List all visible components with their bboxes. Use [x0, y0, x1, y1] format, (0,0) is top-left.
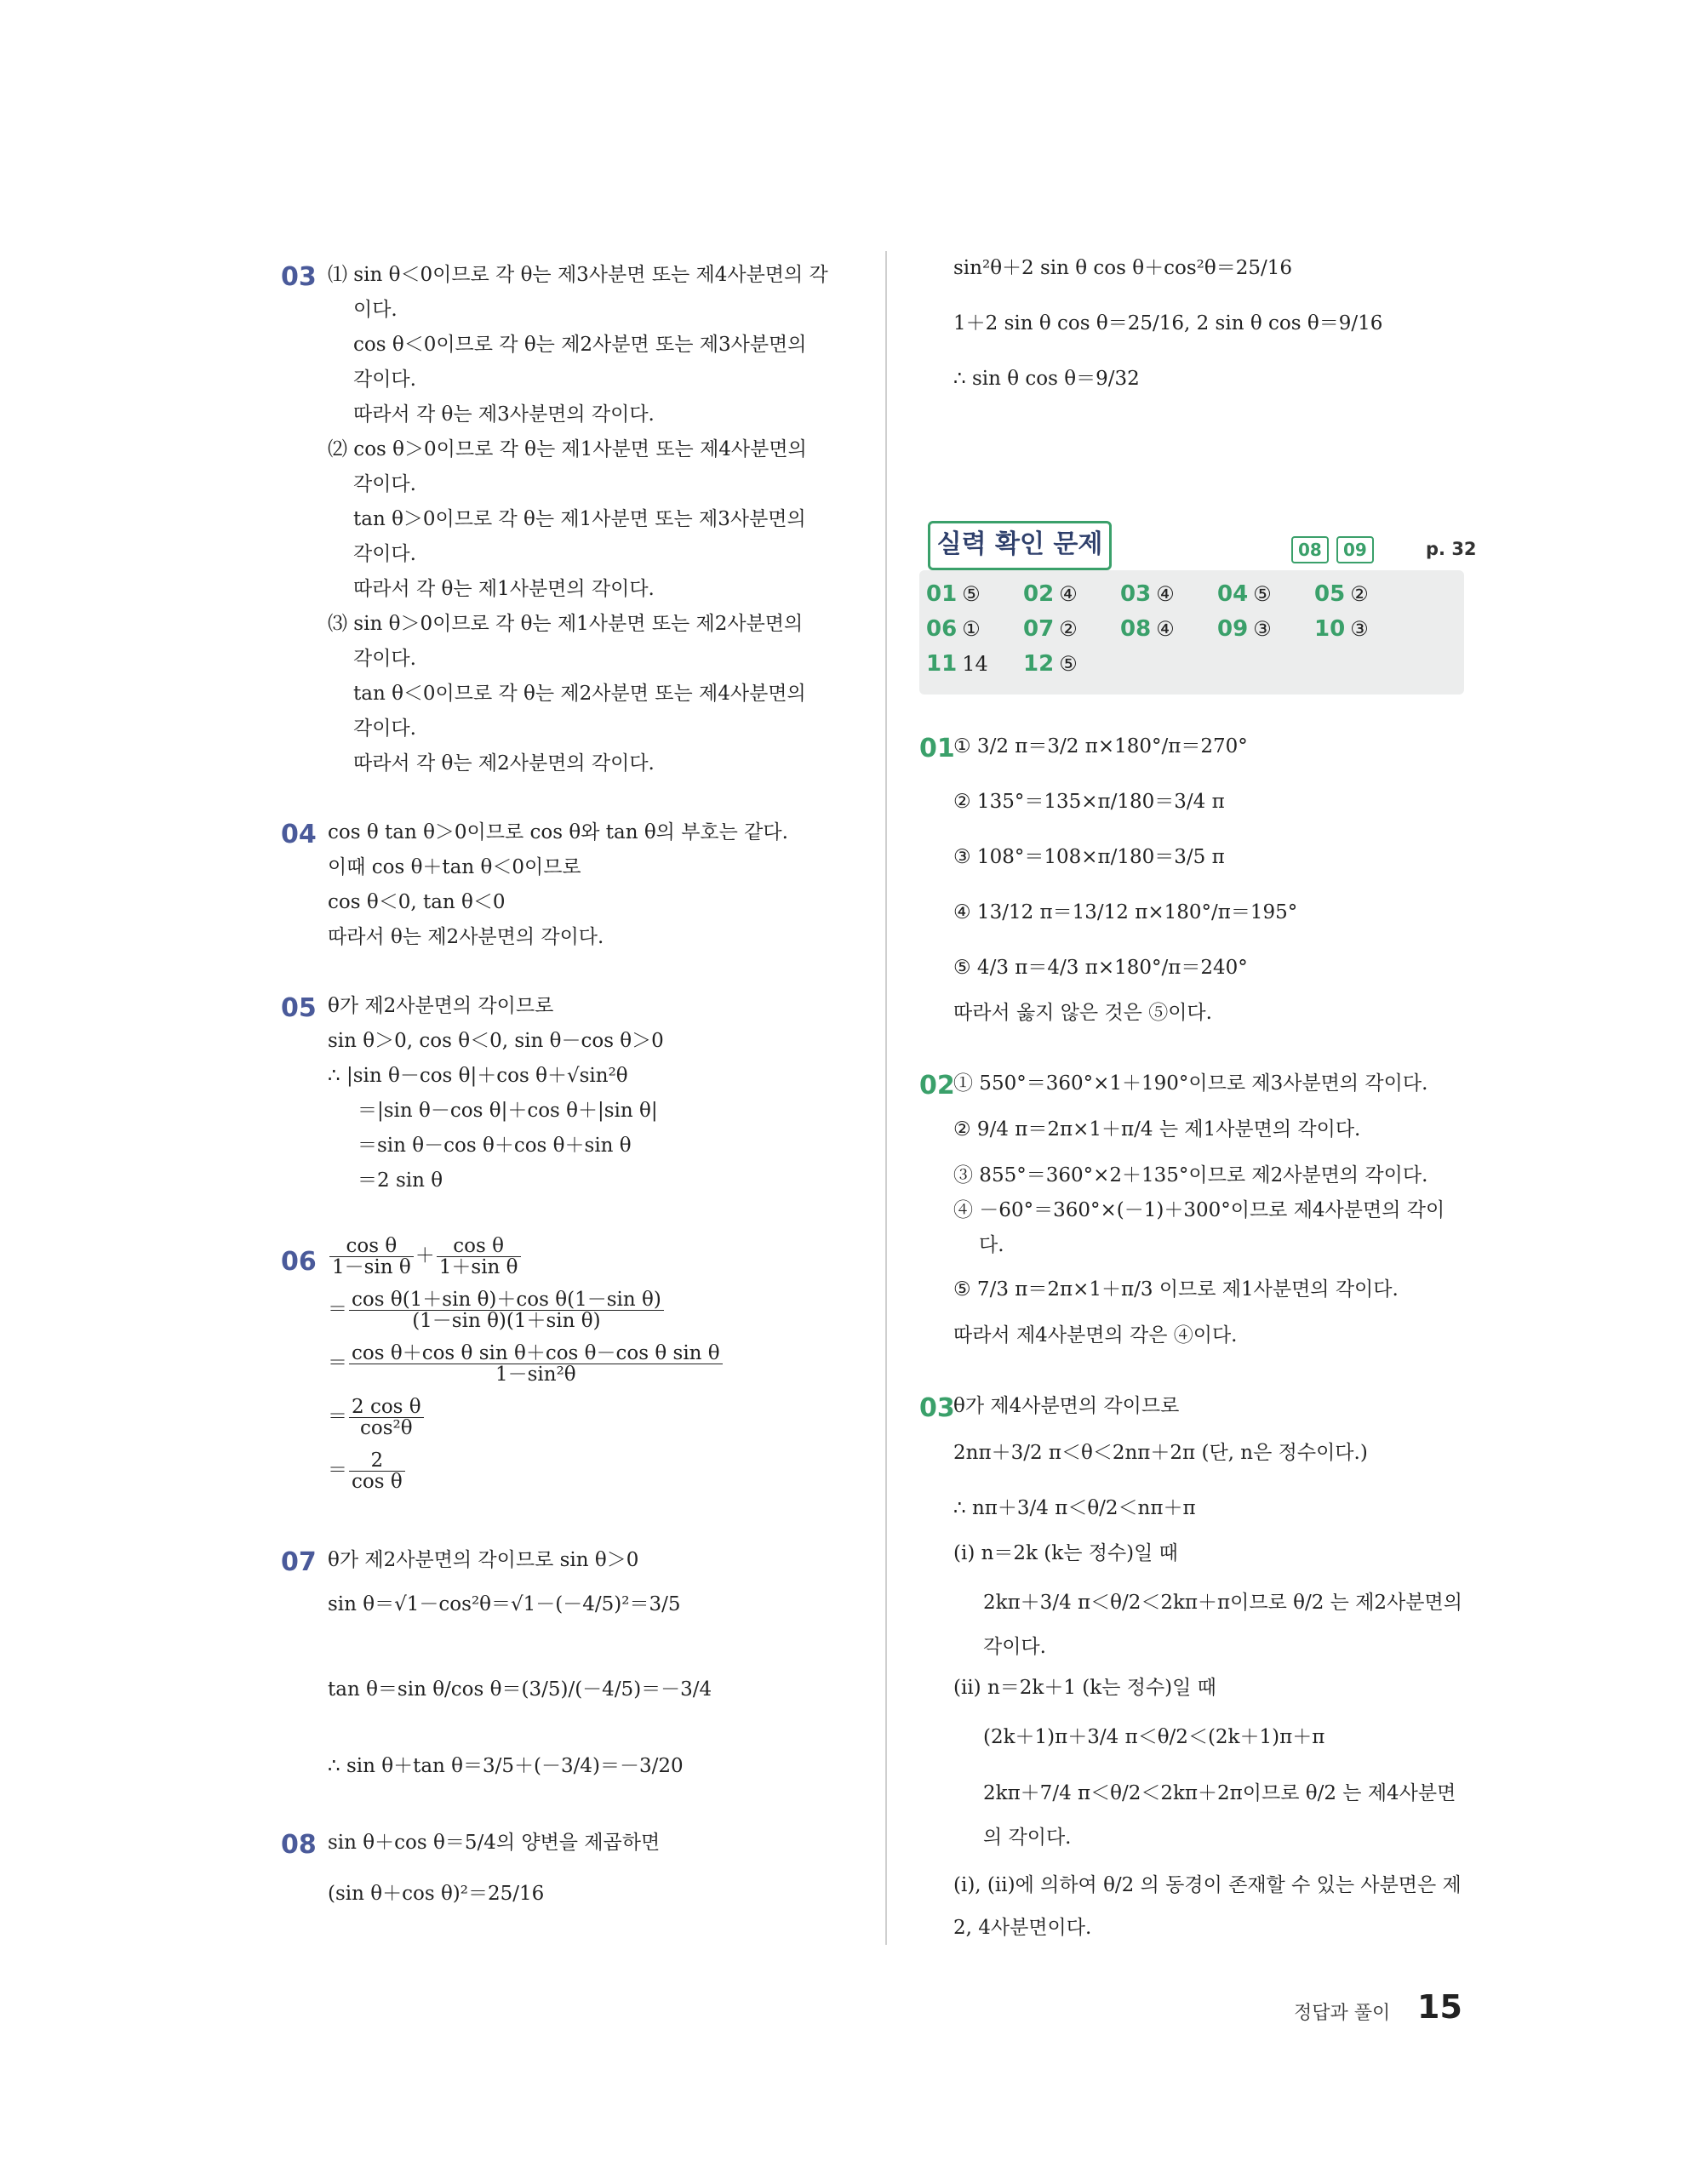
answer-item: 03 ④ — [1120, 581, 1175, 607]
problem-number: 06 — [281, 1247, 317, 1277]
fraction-expression: ＝ $\frac{\text{cos θ＋cos θ sin θ＋cos θ－cos θ sin θ}}{\text{1－sin²θ}}$ — [328, 1343, 724, 1385]
problem-number: 05 — [281, 993, 317, 1023]
text-line: θ가 제4사분면의 각이므로 — [953, 1395, 1180, 1417]
fraction: $\frac{2}{\text{cos θ}}$ — [349, 1450, 405, 1492]
answer-item: 09 ③ — [1217, 616, 1272, 642]
answer-item: 02 ④ — [1023, 581, 1078, 607]
problem-number: 02 — [919, 1071, 955, 1101]
text-line: 각이다. — [353, 718, 416, 740]
text-line: ③ 855°＝360°×2＋135°이므로 제2사분면의 각이다. — [953, 1164, 1428, 1186]
text-line: 1＋2 sin θ cos θ＝25/16, 2 sin θ cos θ＝9/16 — [953, 312, 1383, 334]
fraction-expression: ＝ $\frac{\text{cos θ(1＋sin θ)＋cos θ(1－sin θ)}}{\text{(1－sin θ)(1＋sin θ)}}$ — [328, 1289, 666, 1331]
text-line: ∴ |sin θ－cos θ|＋cos θ＋√sin²θ — [328, 1065, 628, 1087]
problem-number: 08 — [281, 1830, 317, 1860]
text-line: cos θ tan θ＞0이므로 cos θ와 tan θ의 부호는 같다. — [328, 821, 788, 843]
text-line: ④ －60°＝360°×(－1)＋300°이므로 제4사분면의 각이 — [953, 1199, 1445, 1221]
text-line: (ⅰ), (ⅱ)에 의하여 θ/2 의 동경이 존재할 수 있는 사분면은 제 — [953, 1874, 1462, 1896]
text-line: ④ 13/12 π＝13/12 π×180°/π＝195° — [953, 901, 1298, 923]
text-line: ⑴ sin θ＜0이므로 각 θ는 제3사분면 또는 제4사분면의 각 — [328, 264, 828, 286]
text-line: 이다. — [353, 299, 398, 321]
answer-item: 04 ⑤ — [1217, 581, 1272, 607]
text-line: ① 3/2 π＝3/2 π×180°/π＝270° — [953, 735, 1248, 758]
text-line: sin θ＝√1－cos²θ＝√1－(－4/5)²＝3/5 — [328, 1593, 681, 1615]
text-line: 따라서 θ는 제2사분면의 각이다. — [328, 926, 604, 948]
fraction: $\frac{\text{cos θ＋cos θ sin θ＋cos θ－cos θ sin θ}}{\text{1－sin²θ}}$ — [349, 1343, 723, 1385]
text-line: ⑶ sin θ＞0이므로 각 θ는 제1사분면 또는 제2사분면의 — [328, 613, 804, 635]
text-line: tan θ＜0이므로 각 θ는 제2사분면 또는 제4사분면의 — [353, 683, 806, 705]
page-number: 15 — [1417, 1988, 1462, 2026]
fraction-expression: $\frac{\text{cos θ}}{\text{1－sin θ}}$ ＋ $\frac{\text{cos θ}}{\text{1＋sin θ}}$ — [328, 1236, 523, 1278]
text-line: (sin θ＋cos θ)²＝25/16 — [328, 1883, 545, 1905]
fraction: $\frac{\text{2 cos θ}}{\text{cos²θ}}$ — [349, 1397, 424, 1438]
text-line: ⑵ cos θ＞0이므로 각 θ는 제1사분면 또는 제4사분면의 — [328, 438, 807, 460]
fraction: $\frac{\text{cos θ}}{\text{1＋sin θ}}$ — [437, 1236, 521, 1278]
text-line: (2k＋1)π＋3/4 π＜θ/2＜(2k＋1)π＋π — [983, 1726, 1325, 1748]
text-line: ＝sin θ－cos θ＋cos θ＋sin θ — [358, 1135, 632, 1157]
text-line: sin²θ＋2 sin θ cos θ＋cos²θ＝25/16 — [953, 257, 1292, 279]
text-line: 이때 cos θ＋tan θ＜0이므로 — [328, 856, 581, 878]
text-line: ∴ sin θ＋tan θ＝3/5＋(－3/4)＝－3/20 — [328, 1755, 684, 1777]
text-line: 따라서 옳지 않은 것은 ⑤이다. — [953, 1002, 1212, 1024]
answer-item: 07 ② — [1023, 616, 1078, 642]
answer-item: 11 14 — [926, 651, 988, 677]
fraction-expression: ＝ $\frac{2}{\text{cos θ}}$ — [328, 1450, 407, 1492]
answer-item: 12 ⑤ — [1023, 651, 1078, 677]
answer-item: 06 ① — [926, 616, 981, 642]
text-line: 의 각이다. — [983, 1827, 1072, 1849]
text-line: 2, 4사분면이다. — [953, 1917, 1092, 1939]
problem-number: 03 — [919, 1393, 955, 1423]
text-line: 각이다. — [353, 369, 416, 391]
text-line: 따라서 각 θ는 제3사분면의 각이다. — [353, 403, 655, 426]
section-banner: 실력 확인 문제 — [928, 521, 1112, 570]
text-line: cos θ＜0이므로 각 θ는 제2사분면 또는 제3사분면의 — [353, 334, 807, 356]
fraction: $\frac{\text{cos θ(1＋sin θ)＋cos θ(1－sin θ)}}{\text{(1－sin θ)(1＋sin θ)}}$ — [349, 1289, 664, 1331]
fraction: $\frac{\text{cos θ}}{\text{1－sin θ}}$ — [329, 1236, 414, 1278]
text-line: 따라서 각 θ는 제1사분면의 각이다. — [353, 578, 655, 600]
text-line: 따라서 제4사분면의 각은 ④이다. — [953, 1324, 1238, 1346]
answer-item: 01 ⑤ — [926, 581, 981, 607]
fraction-expression: ＝ $\frac{\text{2 cos θ}}{\text{cos²θ}}$ — [328, 1397, 426, 1438]
text-line: ③ 108°＝108×π/180＝3/5 π — [953, 846, 1225, 868]
text-line: tan θ＞0이므로 각 θ는 제1사분면 또는 제3사분면의 — [353, 508, 806, 530]
text-line: ① 550°＝360°×1＋190°이므로 제3사분면의 각이다. — [953, 1072, 1428, 1095]
problem-number: 03 — [281, 262, 317, 292]
text-line: cos θ＜0, tan θ＜0 — [328, 891, 506, 913]
text-line: ∴ sin θ cos θ＝9/32 — [953, 368, 1140, 390]
text-line: sin θ＋cos θ＝5/4의 양변을 제곱하면 — [328, 1832, 661, 1854]
text-line: sin θ＞0, cos θ＜0, sin θ－cos θ＞0 — [328, 1030, 664, 1052]
problem-number: 04 — [281, 820, 317, 849]
tag-09: 09 — [1336, 536, 1374, 563]
text-line: 각이다. — [353, 648, 416, 670]
text-line: ＝2 sin θ — [358, 1169, 443, 1192]
text-line: ⑤ 4/3 π＝4/3 π×180°/π＝240° — [953, 957, 1248, 979]
text-line: tan θ＝sin θ/cos θ＝(3/5)/(－4/5)＝－3/4 — [328, 1678, 712, 1701]
text-line: 2kπ＋3/4 π＜θ/2＜2kπ＋π이므로 θ/2 는 제2사분면의 — [983, 1592, 1462, 1614]
text-line: ⑤ 7/3 π＝2π×1＋π/3 이므로 제1사분면의 각이다. — [953, 1278, 1399, 1301]
page-reference: p. 32 — [1426, 539, 1477, 559]
text-line: 각이다. — [983, 1636, 1046, 1658]
text-line: (ⅰ) n＝2k (k는 정수)일 때 — [953, 1542, 1178, 1564]
text-line: θ가 제2사분면의 각이므로 sin θ＞0 — [328, 1549, 639, 1571]
text-line: ② 9/4 π＝2π×1＋π/4 는 제1사분면의 각이다. — [953, 1118, 1361, 1141]
text-line: θ가 제2사분면의 각이므로 — [328, 995, 554, 1017]
text-line: ∴ nπ＋3/4 π＜θ/2＜nπ＋π — [953, 1497, 1196, 1519]
column-divider — [885, 251, 887, 1945]
text-line: ② 135°＝135×π/180＝3/4 π — [953, 791, 1225, 813]
footer-label: 정답과 풀이 — [1294, 2003, 1391, 2024]
text-line: 각이다. — [353, 543, 416, 565]
tag-08: 08 — [1291, 536, 1329, 563]
answer-item: 10 ③ — [1314, 616, 1369, 642]
text-line: 각이다. — [353, 473, 416, 495]
problem-number: 07 — [281, 1547, 317, 1577]
text-line: 2kπ＋7/4 π＜θ/2＜2kπ＋2π이므로 θ/2 는 제4사분면 — [983, 1782, 1456, 1804]
answer-key-box — [919, 570, 1464, 695]
problem-number: 01 — [919, 734, 955, 763]
answer-item: 08 ④ — [1120, 616, 1175, 642]
answer-item: 05 ② — [1314, 581, 1369, 607]
text-line: ＝|sin θ－cos θ|＋cos θ＋|sin θ| — [358, 1100, 658, 1122]
text-line: (ⅱ) n＝2k＋1 (k는 정수)일 때 — [953, 1677, 1216, 1699]
text-line: 다. — [979, 1234, 1004, 1256]
text-line: 2nπ＋3/2 π＜θ＜2nπ＋2π (단, n은 정수이다.) — [953, 1442, 1368, 1464]
text-line: 따라서 각 θ는 제2사분면의 각이다. — [353, 752, 655, 775]
